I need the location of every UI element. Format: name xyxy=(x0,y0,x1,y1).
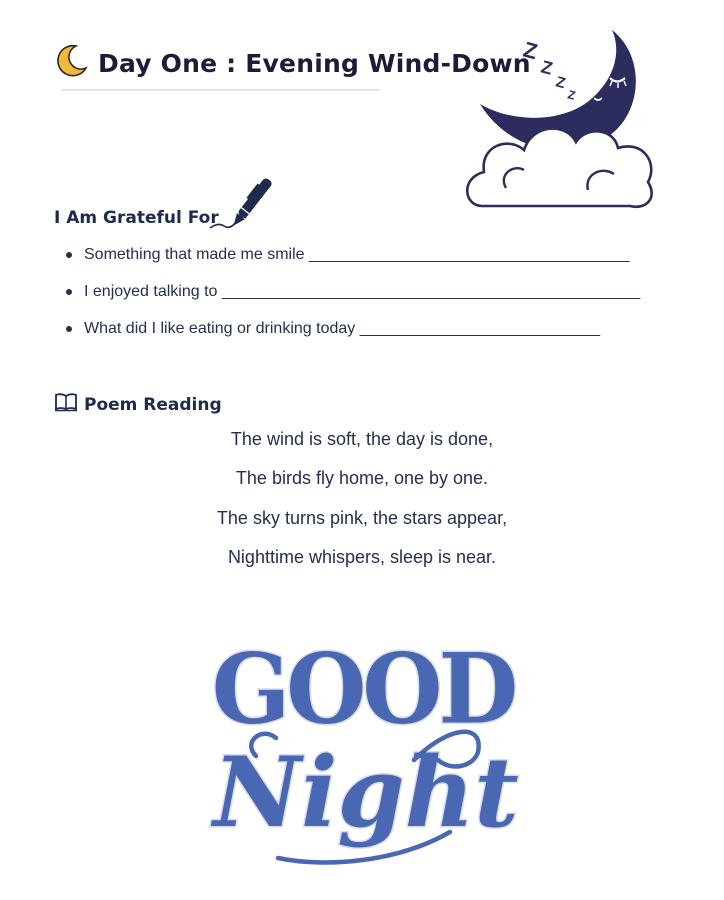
sleep-z: Z xyxy=(520,36,541,65)
cloud-shape xyxy=(467,129,651,207)
sleep-z: Z xyxy=(538,56,555,79)
poem-heading-text: Poem Reading xyxy=(84,394,222,415)
poem-section-heading xyxy=(54,392,222,417)
page-header xyxy=(54,44,531,83)
good-night-lettering xyxy=(211,626,519,876)
grateful-heading-text: I Am Grateful For xyxy=(54,208,219,228)
poem-body xyxy=(0,426,724,583)
gratitude-prompt-eating: What did I like eating or drinking today ___________________________ xyxy=(66,318,640,355)
poem-line: The wind is soft, the day is done, xyxy=(230,429,494,449)
page-title: Day One : Evening Wind-Down xyxy=(98,49,531,78)
poem-line: The birds fly home, one by one. xyxy=(235,468,489,489)
sleeping-moon-illustration xyxy=(462,28,662,223)
sleep-z: Z xyxy=(566,87,577,103)
gratitude-prompt-list xyxy=(66,244,640,355)
grateful-section-heading xyxy=(54,208,219,228)
open-book-icon xyxy=(54,392,78,417)
pen-icon xyxy=(208,172,280,239)
poem-line: The sky turns pink, the stars appear, xyxy=(216,507,508,528)
poem-line: Nighttime whispers, sleep is near. xyxy=(227,546,497,567)
gratitude-prompt-smile: Something that made me smile ____________________________________ xyxy=(66,244,640,281)
svg-text:GOOD: GOOD xyxy=(211,632,515,747)
crescent-moon-icon xyxy=(54,44,88,83)
svg-text:Night: Night xyxy=(213,736,519,849)
sleep-z: Z xyxy=(553,73,568,93)
title-divider xyxy=(62,89,380,91)
gratitude-prompt-talking: I enjoyed talking to _______________________________________________ xyxy=(66,281,640,318)
